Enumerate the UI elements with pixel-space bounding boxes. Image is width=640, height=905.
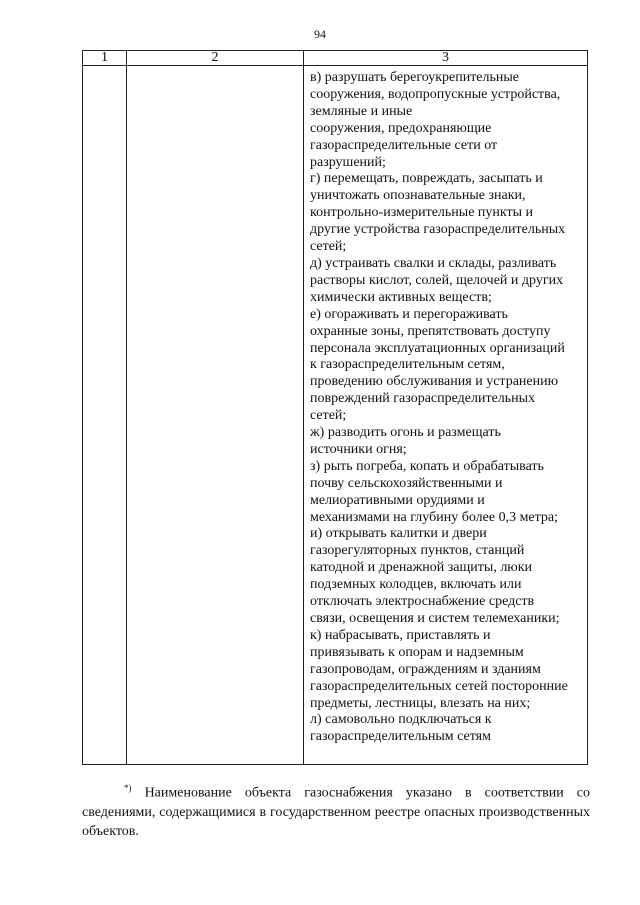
list-item-line: з) рыть погреба, копать и обрабатывать [310, 458, 544, 474]
list-item-zh [310, 425, 585, 459]
footnote [82, 779, 590, 841]
list-item-line: в) разрушать берегоукрепительные [310, 70, 520, 85]
list-item-line: повреждений газораспределительных [310, 391, 536, 407]
list-item-line: отключать электроснабжение средств [310, 594, 535, 610]
list-item-line: к) набрасывать, приставлять и [310, 627, 491, 643]
table-cell-col2 [127, 66, 304, 765]
list-item-z [310, 459, 585, 527]
prohibited-actions-list [304, 66, 587, 746]
list-item-line: к газораспределительным сетям, [310, 357, 505, 373]
list-item-line: сетей; [310, 408, 347, 424]
list-item-line: сооружения, водопропускные устройства, [310, 86, 561, 102]
list-item-line: газораспределительные сети от [310, 137, 498, 153]
list-item-line: ж) разводить огонь и размещать [310, 425, 501, 441]
list-item-line: почву сельскохозяйственными и [310, 475, 503, 491]
requirements-table [82, 50, 588, 765]
list-item-line: охранные зоны, препятствовать доступу [310, 323, 551, 339]
list-item-d [310, 256, 585, 307]
page-number: 94 [314, 27, 326, 41]
list-item-k [310, 628, 585, 713]
list-item-g [310, 171, 585, 256]
list-item-line: мелиоративными орудиями и [310, 492, 485, 508]
list-item-line: персонала эксплуатационных организаций [310, 340, 565, 356]
list-item-i [310, 526, 585, 627]
table-cell-col3 [304, 66, 588, 765]
list-item-line: л) самовольно подключаться к [310, 712, 492, 728]
list-item-line: растворы кислот, солей, щелочей и других [310, 272, 564, 288]
list-item-line: и) открывать калитки и двери [310, 526, 487, 542]
table-row [83, 66, 588, 765]
list-item-line: химически активных веществ; [310, 289, 492, 305]
list-item-line: сооружения, предохраняющие [310, 120, 492, 136]
list-item-line: предметы, лестницы, влезать на них; [310, 695, 531, 711]
list-item-line: механизмами на глубину более 0,3 метра; [310, 509, 559, 525]
list-item-line: связи, освещения и систем телемеханики; [310, 611, 560, 626]
list-item-line: подземных колодцев, включать или [310, 577, 522, 593]
list-item-line: привязывать к опорам и надземным [310, 644, 524, 660]
list-item-line: газораспределительным сетям [310, 729, 491, 745]
column-header-3: 3 [304, 51, 588, 66]
list-item-line: катодной и дренажной защиты, люки [310, 560, 533, 576]
footnote-text: Наименование объекта газоснабжения указано в соответствии со сведениями, содержащимися в государственном реестре опасных производственных объектов. [82, 785, 590, 839]
list-item-line: разрушений; [310, 154, 386, 170]
list-item-line: контрольно-измерительные пункты и [310, 205, 534, 221]
footnote-marker: *) [124, 783, 132, 793]
list-item-line: проведению обслуживания и устранению [310, 374, 559, 390]
list-item-line: д) устраивать свалки и склады, разливать [310, 255, 557, 271]
list-item-v [310, 70, 585, 171]
list-item-line: газорегуляторных пунктов, станций [310, 543, 525, 559]
column-header-1: 1 [83, 51, 127, 66]
list-item-line: земляные и иные [310, 103, 413, 119]
list-item-line: сетей; [310, 239, 347, 255]
table-cell-col1 [83, 66, 127, 765]
list-item-l [310, 712, 585, 746]
list-item-line: другие устройства газораспределительных [310, 222, 566, 238]
list-item-line: г) перемещать, повреждать, засыпать и [310, 171, 543, 187]
list-item-line: газопроводам, ограждениям и зданиям [310, 661, 541, 677]
table-header-row [83, 51, 588, 66]
list-item-line: газораспределительных сетей посторонние [310, 678, 568, 694]
column-header-2: 2 [127, 51, 304, 66]
list-item-line: е) огораживать и перегораживать [310, 306, 508, 322]
list-item-line: источники огня; [310, 441, 407, 457]
list-item-line: уничтожать опознавательные знаки, [310, 188, 526, 204]
list-item-e [310, 307, 585, 425]
